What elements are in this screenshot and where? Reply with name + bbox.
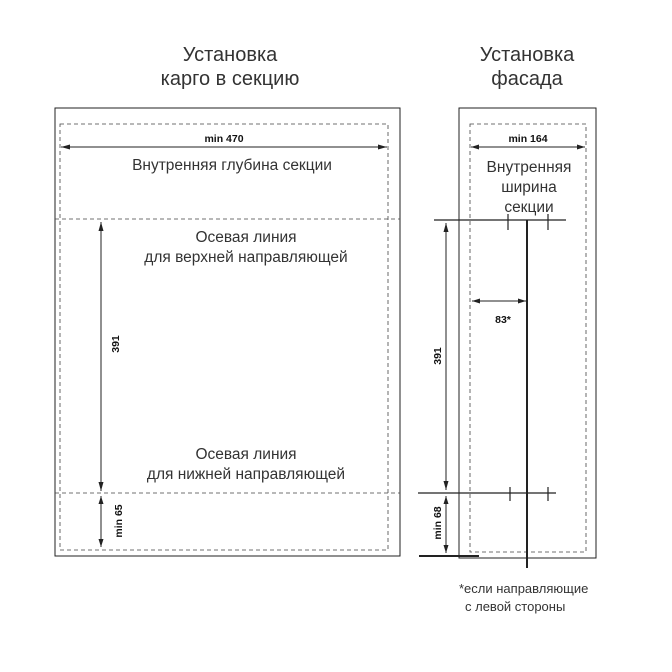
right-width-label-line3: секции: [504, 199, 554, 216]
left-lower-axis-label-line2: для нижней направляющей: [146, 466, 346, 483]
right-width-label-line1: Внутренняя: [486, 159, 572, 176]
right-title-line2: фасада: [491, 68, 563, 90]
left-title-line2: карго в секцию: [160, 68, 300, 90]
left-height-dimension-value: 391: [110, 335, 122, 353]
left-title-line1: Установка: [182, 44, 278, 66]
left-bottom-arrow-top: [99, 496, 104, 504]
left-lower-axis-label-line1: Осевая линия: [195, 446, 297, 463]
left-cabinet-outline: [55, 108, 400, 556]
footnote-line2: с левой стороны: [465, 599, 566, 614]
right-drawing: [418, 44, 596, 568]
right-width-dimension-value: min 164: [508, 133, 548, 145]
left-depth-dimension-value: min 470: [204, 133, 244, 145]
right-height-arrow-bottom: [444, 481, 449, 490]
right-offset-arrow-left: [472, 299, 480, 304]
right-bottom-dimension-value: min 68: [432, 506, 444, 540]
left-bottom-arrow-bottom: [99, 539, 104, 547]
left-height-arrow-bottom: [99, 482, 104, 491]
left-height-arrow-top: [99, 222, 104, 231]
right-width-arrow-right: [577, 145, 585, 150]
left-drawing: [55, 44, 400, 556]
left-depth-arrow-left: [61, 145, 70, 150]
left-depth-arrow-right: [378, 145, 387, 150]
right-bottom-arrow-top: [444, 496, 449, 504]
right-width-arrow-left: [471, 145, 479, 150]
right-width-label-line2: ширина: [501, 179, 557, 196]
right-title-line1: Установка: [479, 44, 575, 66]
left-depth-label: Внутренняя глубина секции: [132, 157, 332, 174]
left-upper-axis-label-line2: для верхней направляющей: [144, 249, 348, 266]
right-bottom-arrow-bottom: [444, 545, 449, 553]
left-bottom-dimension-value: min 65: [113, 504, 125, 538]
left-upper-axis-label-line1: Осевая линия: [195, 229, 297, 246]
right-height-arrow-top: [444, 223, 449, 232]
right-offset-dimension-value: 83*: [495, 314, 511, 326]
footnote-line1: *если направляющие: [459, 581, 589, 596]
right-offset-arrow-right: [518, 299, 526, 304]
right-height-dimension-value: 391: [432, 347, 444, 365]
